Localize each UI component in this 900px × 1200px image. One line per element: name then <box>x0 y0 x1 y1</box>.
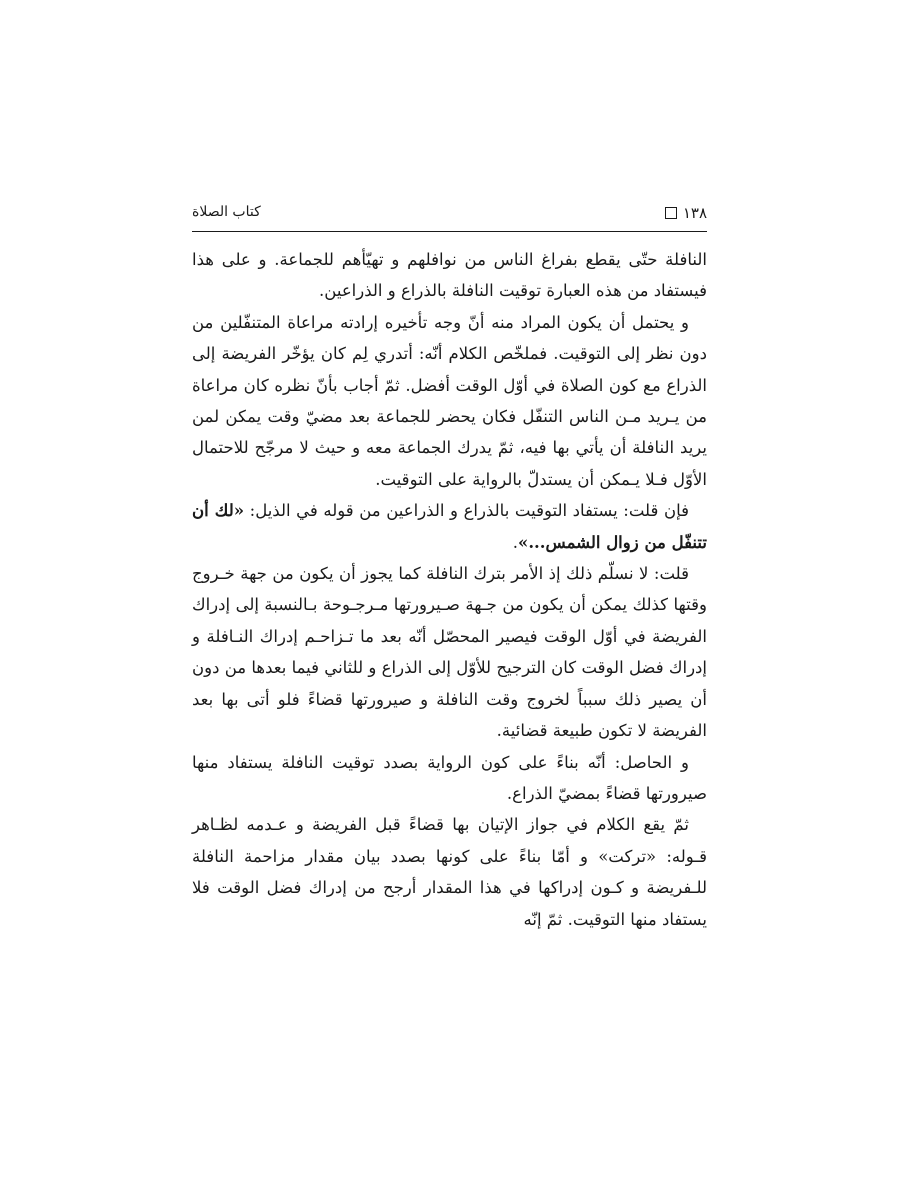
header-divider <box>192 231 707 232</box>
quoted-hadith: «لك أن تتنفّل من زوال الشمس...» <box>192 501 707 552</box>
paragraph-4: قلت: لا نسلّم ذلك إذ الأمر بترك النافلة كما يجوز أن يكون من جهة خـروج وقتها كذلك يمكن أن يكون من جـهة صـيرورتها مـرجـوحة بـالنسبة إلى إدراك الفريضة في أوّل الوقت فيصير المحصّل أنّه بعد ما تـزاحـم إدراك النـافلة و إدراك فضل الوقت كان الترجيح للأوّل إلى الذراع و للثاني فيما بعدها من دون أن يصير ذلك سبباً لخروج وقت النافلة و صيرورتها قضاءً فلو أتى بها بعد الفريضة لا تكون طبيعة قضائية. <box>192 564 707 741</box>
book-title: كتاب الصلاة <box>192 204 261 220</box>
paragraph-3-text: فإن قلت: يستفاد التوقيت بالذراع و الذراعين من قوله في الذيل: <box>244 501 689 521</box>
paragraph-6: ثمّ يقع الكلام في جواز الإتيان بها قضاءً قبل الفريضة و عـدمه لظـاهر قـوله: «تركت» و أمّا بناءً على كونها بصدد بيان مقدار مزاحمة النافلة للـفريضة و كـون إدراكها في هذا المقدار أرجح من إدراك فضل الوقت فلا يستفاد منها التوقيت. ثمّ إنّه <box>192 815 707 929</box>
page-number-group <box>665 204 707 222</box>
page-body <box>192 244 707 935</box>
paragraph-2: و يحتمل أن يكون المراد منه أنّ وجه تأخيره إرادته مراعاة المتنفّلين من دون نظر إلى التوقيت. فملخّص الكلام أنّه: أتدري لِم كان يؤخّر الفريضة إلى الذراع مع كون الصلاة في أوّل الوقت أفضل. ثمّ أجاب بأنّ نظره كان مراعاة من يـريد مـن الناس التنفّل فكان يحضر للجماعة بعد مضيّ وقت يمكن لمن يريد النافلة أن يأتي بها فيه، ثمّ يدرك الجماعة معه و حيث لا مرجّح للاحتمال الأوّل فـلا يـمكن أن يستدلّ بالرواية على التوقيت. <box>192 312 707 489</box>
paragraph-3 <box>192 495 707 558</box>
square-icon <box>665 207 677 219</box>
paragraph-5: و الحاصل: أنّه بناءً على كون الرواية بصدد توقيت النافلة يستفاد منها صيرورتها قضاءً بمضيّ الذراع. <box>192 752 707 803</box>
paragraph-3-end: . <box>512 532 518 552</box>
paragraph-1: النافلة حتّى يقطع بفراغ الناس من نوافلهم و تهيّأهم للجماعة. و على هذا فيستفاد من هذه العبارة توقيت النافلة بالذراع و الذراعين. <box>192 250 707 301</box>
page-header <box>192 200 707 230</box>
page-number: ١٣٨ <box>682 204 707 222</box>
